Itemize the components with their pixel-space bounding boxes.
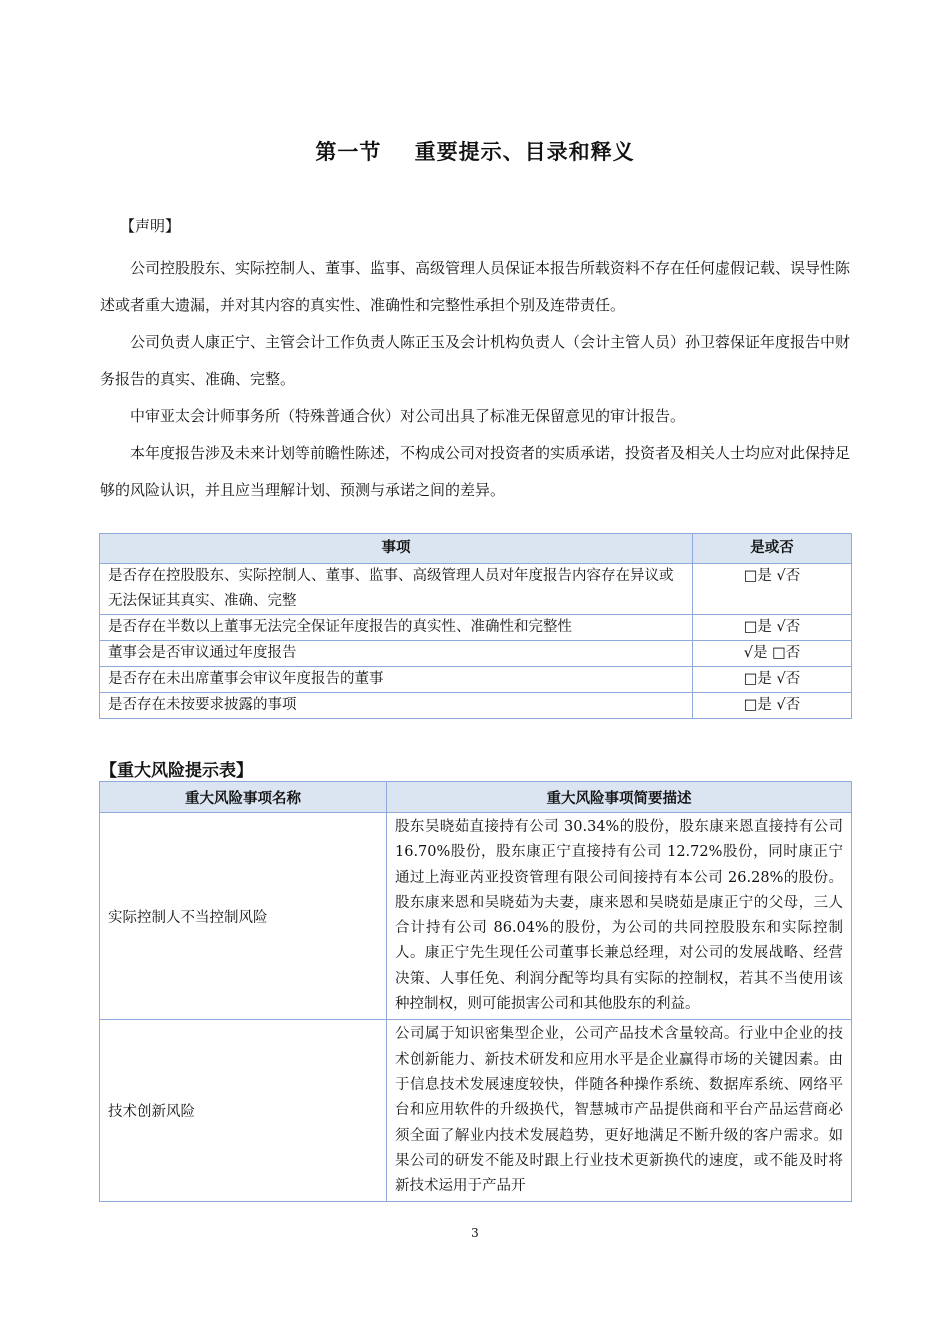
table-row [100,641,852,667]
item-text: 是否存在控股股东、实际控制人、董事、监事、高级管理人员对年度报告内容存在异议或无法保证其真实、准确、完整 [100,564,693,615]
table-row [100,1020,852,1202]
table-row [100,667,852,693]
items-table [99,533,852,719]
risk-description: 公司属于知识密集型企业，公司产品技术含量较高。行业中企业的技术创新能力、新技术研发和应用水平是企业赢得市场的关键因素。由于信息技术发展速度较快，伴随各种操作系统、数据库系统、网络平台和应用软件的升级换代，智慧城市产品提供商和平台产品运营商必须全面了解业内技术发展趋势，更好地满足不断升级的客户需求。如果公司的研发不能及时跟上行业技术更新换代的速度，或不能及时将新技术运用于产品开 [387,1020,852,1202]
item-text: 是否存在未按要求披露的事项 [100,693,693,719]
declaration-label: 【声明】 [120,217,181,235]
table-row [100,615,852,641]
risk-name: 实际控制人不当控制风险 [100,813,387,1020]
paragraph-forward-looking: 本年度报告涉及未来计划等前瞻性陈述，不构成公司对投资者的实质承诺，投资者及相关人士均应对此保持足够的风险认识，并且应当理解计划、预测与承诺之间的差异。 [100,444,851,499]
item-answer: □是 √否 [693,667,852,693]
items-table-header [100,534,852,564]
table-row [100,693,852,719]
item-text: 是否存在未出席董事会审议年度报告的董事 [100,667,693,693]
paragraph-responsible-persons: 公司负责人康正宁、主管会计工作负责人陈正玉及会计机构负责人（会计主管人员）孙卫蓉保证年度报告中财务报告的真实、准确、完整。 [100,333,851,388]
page-number: 3 [471,1226,479,1240]
item-text: 是否存在半数以上董事无法完全保证年度报告的真实性、准确性和完整性 [100,615,693,641]
risk-name: 技术创新风险 [100,1020,387,1202]
table-row [100,564,852,615]
risk-table-header [100,782,852,813]
risk-table-heading: 【重大风险提示表】 [100,761,253,781]
paragraph-auditor: 中审亚太会计师事务所（特殊普通合伙）对公司出具了标准无保留意见的审计报告。 [130,407,686,425]
risk-table [99,781,852,1202]
page-title: 第一节 重要提示、目录和释义 [315,140,635,164]
header-answer: 是或否 [693,534,852,564]
header-risk-description: 重大风险事项简要描述 [387,782,852,813]
item-answer: □是 √否 [693,615,852,641]
item-answer: √是 □否 [693,641,852,667]
header-risk-name: 重大风险事项名称 [100,782,387,813]
item-answer: □是 √否 [693,693,852,719]
header-item: 事项 [100,534,693,564]
paragraph-guarantee: 公司控股股东、实际控制人、董事、监事、高级管理人员保证本报告所载资料不存在任何虚假记载、误导性陈述或者重大遗漏，并对其内容的真实性、准确性和完整性承担个别及连带责任。 [100,259,851,314]
risk-description: 股东吴晓茹直接持有公司 30.34%的股份，股东康来恩直接持有公司 16.70%股份，股东康正宁直接持有公司 12.72%股份，同时康正宁通过上海亚芮亚投资管理有限公司间接持有本公司 26.28%的股份。股东康来恩和吴晓茹为夫妻，康来恩和吴晓茹是康正宁的父母，三人合计持有公司 86.04%的股份，为公司的共同控股股东和实际控制人。康正宁先生现任公司董事长兼总经理，对公司的发展战略、经营决策、人事任免、利润分配等均具有实际的控制权，若其不当使用该种控制权，则可能损害公司和其他股东的利益。 [387,813,852,1020]
table-row [100,813,852,1020]
item-text: 董事会是否审议通过年度报告 [100,641,693,667]
item-answer: □是 √否 [693,564,852,615]
